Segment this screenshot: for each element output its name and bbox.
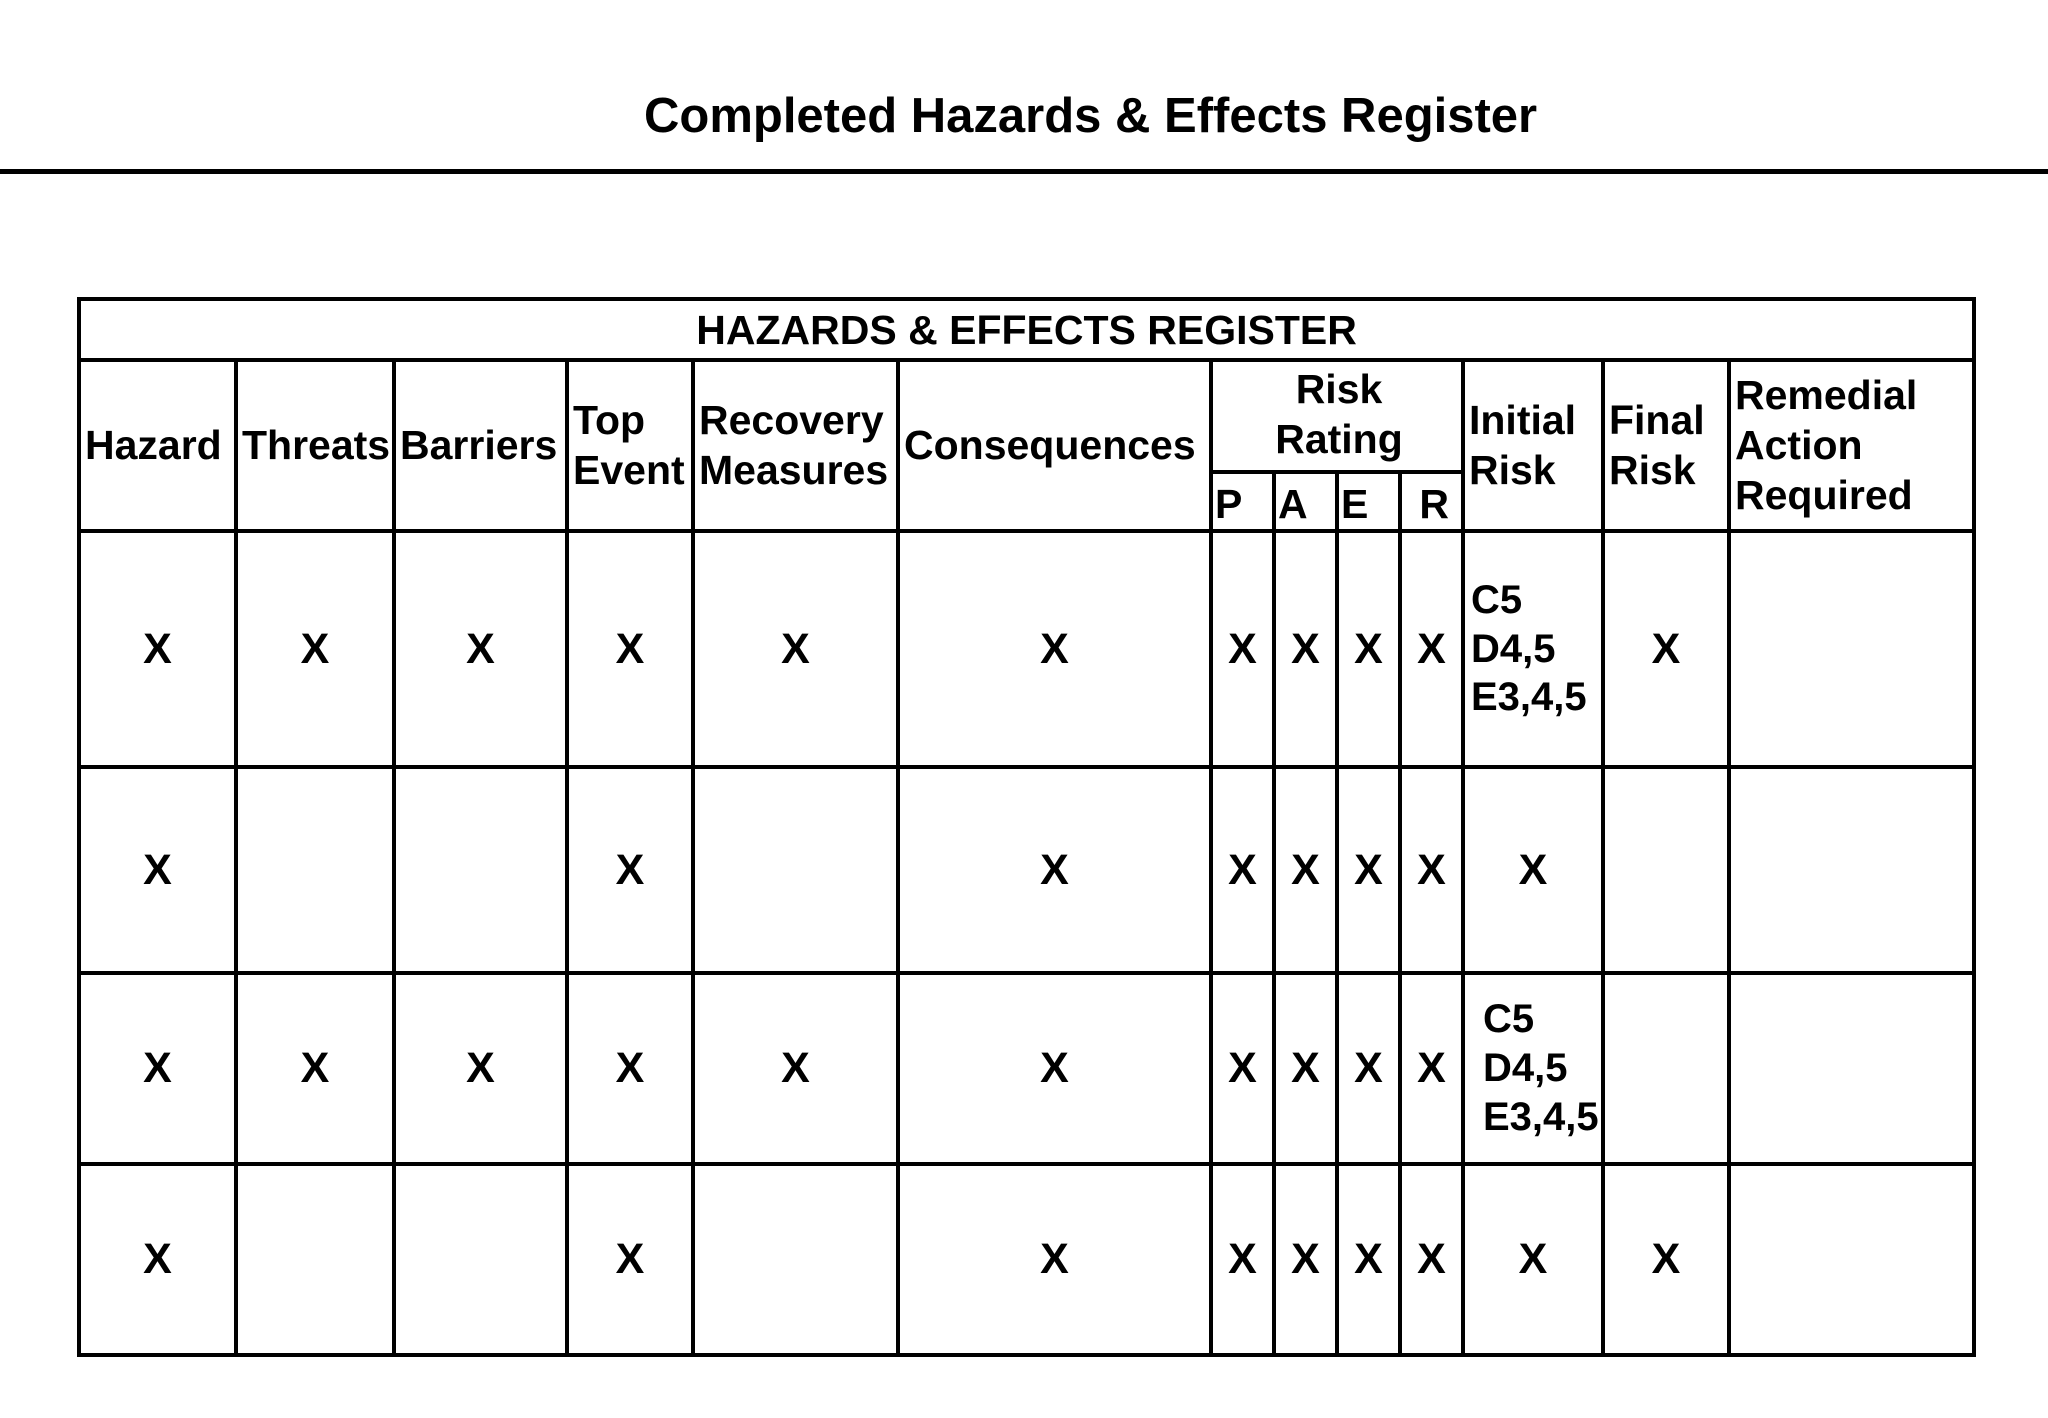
cell-barriers: X [394,531,567,767]
header-hazard: Hazard [79,360,236,531]
header-initial-risk-line2: Risk [1469,447,1556,494]
header-p: P [1211,472,1274,531]
header-risk-rating-line2: Rating [1275,415,1403,462]
cell-e: X [1337,531,1400,767]
cell-hazard: X [79,973,236,1163]
cell-threats: X [236,973,394,1163]
cell-initial-risk-line2: D4,5 [1471,626,1556,671]
header-initial-risk [1463,360,1603,531]
cell-top-event: X [567,767,693,974]
cell-remedial [1729,767,1974,974]
cell-a: X [1274,767,1337,974]
header-barriers: Barriers [394,360,567,531]
cell-recovery [693,1164,898,1355]
cell-recovery: X [693,973,898,1163]
cell-a: X [1274,1164,1337,1355]
cell-final-risk: X [1603,1164,1729,1355]
header-recovery-measures [693,360,898,531]
cell-initial-risk: X [1463,767,1603,974]
cell-initial-risk-line1: C5 [1471,577,1523,622]
cell-remedial [1729,1164,1974,1355]
cell-remedial [1729,531,1974,767]
cell-initial-risk [1463,531,1603,767]
page-title: Completed Hazards & Effects Register [644,89,1538,143]
cell-remedial [1729,973,1974,1163]
cell-r: X [1400,531,1463,767]
header-risk-rating-line1: Risk [1295,365,1383,412]
register-title: HAZARDS & EFFECTS REGISTER [79,299,1974,360]
header-consequences: Consequences [898,360,1211,531]
header-risk-rating [1211,360,1463,472]
cell-final-risk: X [1603,531,1729,767]
cell-r: X [1400,973,1463,1163]
header-recovery-line1: Recovery [699,397,884,444]
header-top-event [567,360,693,531]
header-final-risk-line2: Risk [1609,447,1696,494]
table-row [79,531,1974,767]
header-threats: Threats [236,360,394,531]
cell-threats [236,1164,394,1355]
header-initial-risk-line1: Initial [1469,397,1577,444]
cell-initial-risk-line3: E3,4,5 [1471,675,1587,720]
cell-consequences: X [898,973,1211,1163]
cell-e: X [1337,973,1400,1163]
cell-final-risk [1603,973,1729,1163]
cell-a: X [1274,973,1337,1163]
cell-initial-risk [1463,973,1603,1163]
header-final-risk [1603,360,1729,531]
cell-initial-risk-line1: C5 [1483,997,1535,1042]
header-final-risk-line1: Final [1609,397,1705,444]
cell-initial-risk-line3: E3,4,5 [1483,1094,1599,1139]
cell-r: X [1400,767,1463,974]
cell-barriers [394,767,567,974]
cell-a: X [1274,531,1337,767]
header-remedial-action [1729,360,1974,531]
cell-top-event: X [567,973,693,1163]
header-top-event-line1: Top [573,397,646,444]
cell-recovery: X [693,531,898,767]
header-remedial-line1: Remedial [1735,372,1918,419]
header-top-event-line2: Event [573,447,685,494]
cell-top-event: X [567,531,693,767]
cell-hazard: X [79,531,236,767]
table-row [79,767,1974,974]
title-divider [0,169,2048,174]
cell-barriers [394,1164,567,1355]
cell-initial-risk: X [1463,1164,1603,1355]
header-r: R [1400,472,1463,531]
cell-threats [236,767,394,974]
cell-initial-risk-line2: D4,5 [1483,1046,1568,1091]
cell-e: X [1337,1164,1400,1355]
header-recovery-line2: Measures [699,447,889,494]
cell-p: X [1211,1164,1274,1355]
cell-p: X [1211,767,1274,974]
cell-hazard: X [79,1164,236,1355]
hazards-effects-register-table [77,297,1976,1357]
cell-consequences: X [898,531,1211,767]
header-remedial-line3: Required [1735,472,1913,519]
cell-top-event: X [567,1164,693,1355]
table-row [79,1164,1974,1355]
cell-barriers: X [394,973,567,1163]
cell-p: X [1211,973,1274,1163]
header-e: E [1337,472,1400,531]
cell-consequences: X [898,1164,1211,1355]
cell-p: X [1211,531,1274,767]
table-row [79,973,1974,1163]
cell-threats: X [236,531,394,767]
cell-final-risk [1603,767,1729,974]
cell-e: X [1337,767,1400,974]
cell-consequences: X [898,767,1211,974]
cell-recovery [693,767,898,974]
cell-hazard: X [79,767,236,974]
header-a: A [1274,472,1337,531]
header-remedial-line2: Action [1735,422,1863,469]
cell-r: X [1400,1164,1463,1355]
